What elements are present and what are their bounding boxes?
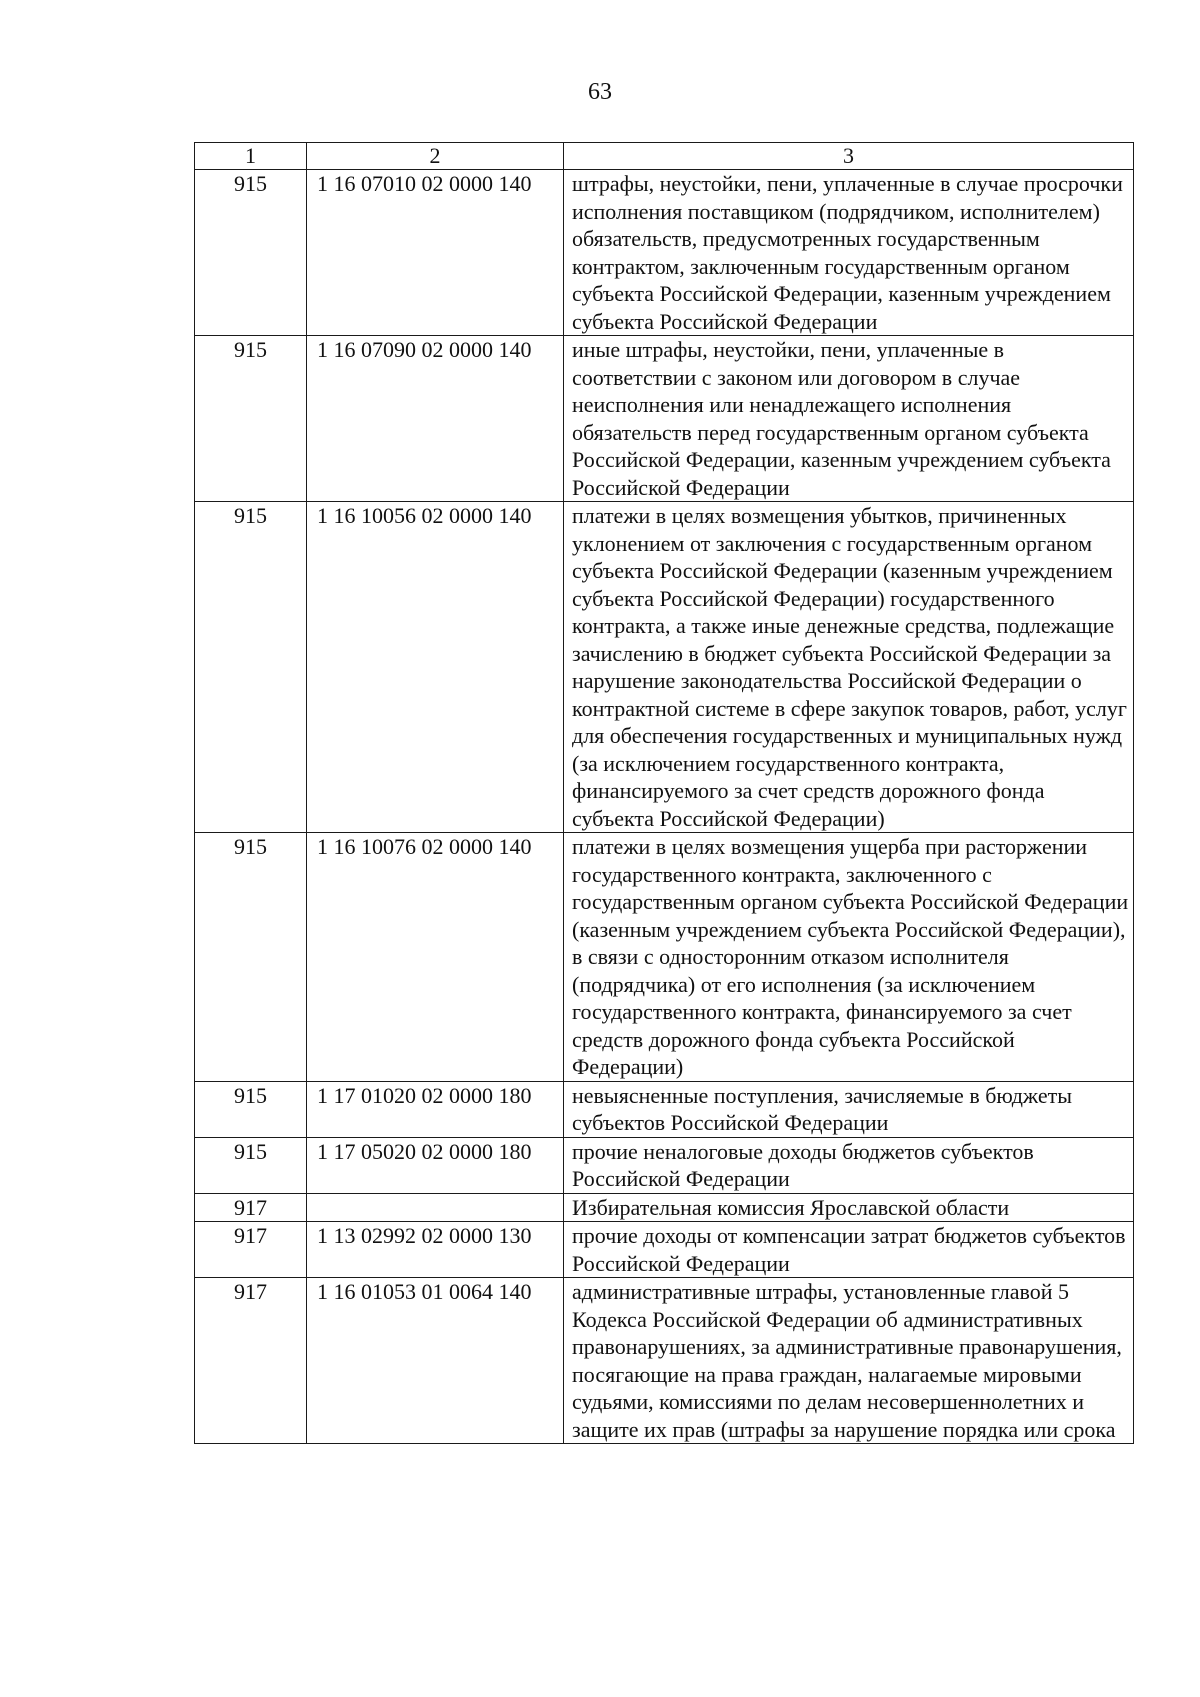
admin-code-cell: 915 (195, 170, 307, 336)
table-row (195, 1137, 1134, 1193)
column-header-3: 3 (564, 143, 1134, 170)
description-cell: прочие неналоговые доходы бюджетов субъектов Российской Федерации (564, 1137, 1134, 1193)
table-row (195, 1278, 1134, 1444)
admin-code-cell: 917 (195, 1222, 307, 1278)
admin-code-cell: 915 (195, 1081, 307, 1137)
revenue-code-cell (307, 1193, 564, 1222)
table-row (195, 170, 1134, 336)
revenue-codes-table (194, 142, 1134, 1444)
table-row (195, 1193, 1134, 1222)
description-cell: штрафы, неустойки, пени, уплаченные в случае просрочки исполнения поставщиком (подрядчиком, исполнителем) обязательств, предусмотренных государственным контрактом, заключенным государственным органом субъекта Российской Федерации, казенным учреждением субъекта Российской Федерации (564, 170, 1134, 336)
revenue-code-cell: 1 13 02992 02 0000 130 (307, 1222, 564, 1278)
admin-code-cell: 915 (195, 336, 307, 502)
admin-code-cell: 915 (195, 1137, 307, 1193)
admin-code-cell: 915 (195, 833, 307, 1082)
revenue-code-cell: 1 16 10076 02 0000 140 (307, 833, 564, 1082)
page-number: 63 (588, 79, 612, 105)
revenue-code-cell: 1 16 07010 02 0000 140 (307, 170, 564, 336)
revenue-code-cell: 1 16 01053 01 0064 140 (307, 1278, 564, 1444)
description-cell: невыясненные поступления, зачисляемые в бюджеты субъектов Российской Федерации (564, 1081, 1134, 1137)
column-header-1: 1 (195, 143, 307, 170)
table-header-row (195, 143, 1134, 170)
table-row (195, 833, 1134, 1082)
table-row (195, 502, 1134, 833)
table-row (195, 336, 1134, 502)
description-cell: иные штрафы, неустойки, пени, уплаченные в соответствии с законом или договором в случае неисполнения или ненадлежащего исполнения обязательств перед государственным органом субъекта Российской Федерации, казенным учреждением субъекта Российской Федерации (564, 336, 1134, 502)
description-cell: платежи в целях возмещения ущерба при расторжении государственного контракта, заключенного с государственным органом субъекта Российской Федерации (казенным учреждением субъекта Российской Федерации), в связи с односторонним отказом исполнителя (подрядчика) от его исполнения (за исключением государственного контракта, финансируемого за счет средств дорожного фонда субъекта Российской Федерации) (564, 833, 1134, 1082)
description-cell: административные штрафы, установленные главой 5 Кодекса Российской Федерации об административных правонарушениях, за административные правонарушения, посягающие на права граждан, налагаемые мировыми судьями, комиссиями по делам несовершеннолетних и защите их прав (штрафы за нарушение порядка или срока (564, 1278, 1134, 1444)
revenue-code-cell: 1 16 07090 02 0000 140 (307, 336, 564, 502)
description-cell: платежи в целях возмещения убытков, причиненных уклонением от заключения с государственным органом субъекта Российской Федерации (казенным учреждением субъекта Российской Федерации) государственного контракта, а также иные денежные средства, подлежащие зачислению в бюджет субъекта Российской Федерации за нарушение законодательства Российской Федерации о контрактной системе в сфере закупок товаров, работ, услуг для обеспечения государственных и муниципальных нужд (за исключением государственного контракта, финансируемого за счет средств дорожного фонда субъекта Российской Федерации) (564, 502, 1134, 833)
admin-code-cell: 917 (195, 1278, 307, 1444)
column-header-2: 2 (307, 143, 564, 170)
revenue-code-cell: 1 17 01020 02 0000 180 (307, 1081, 564, 1137)
table-row (195, 1081, 1134, 1137)
description-cell: Избирательная комиссия Ярославской области (564, 1193, 1134, 1222)
description-cell: прочие доходы от компенсации затрат бюджетов субъектов Российской Федерации (564, 1222, 1134, 1278)
table-row (195, 1222, 1134, 1278)
admin-code-cell: 915 (195, 502, 307, 833)
revenue-code-cell: 1 17 05020 02 0000 180 (307, 1137, 564, 1193)
revenue-code-cell: 1 16 10056 02 0000 140 (307, 502, 564, 833)
admin-code-cell: 917 (195, 1193, 307, 1222)
